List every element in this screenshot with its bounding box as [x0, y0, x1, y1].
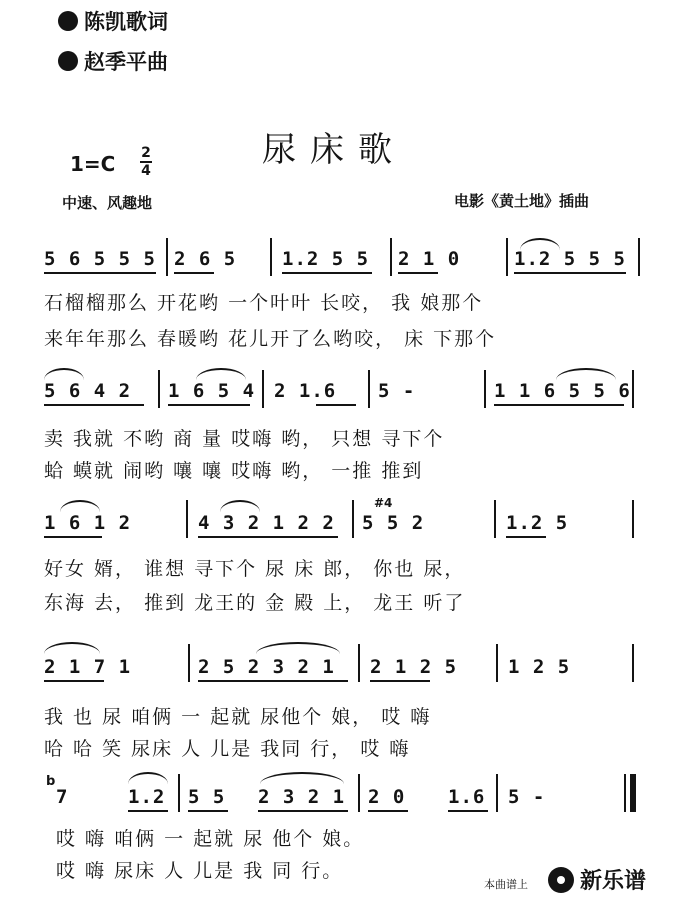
beam	[494, 404, 624, 406]
barline	[352, 500, 354, 538]
measure-5-1: 7	[56, 786, 69, 808]
slur	[128, 772, 168, 784]
measure-2-4: 5 -	[378, 380, 416, 402]
composer-credit	[58, 46, 168, 76]
lyric-4-verse-2: 哈 哈 笑 尿床 人 儿是 我同 行， 哎 嗨	[44, 738, 411, 760]
beam	[506, 536, 546, 538]
measure-1-5: 1.2 5 5 5	[514, 248, 626, 270]
source-note: 电影《黄土地》插曲	[454, 192, 590, 210]
lyric-4-verse-1: 我 也 尿 咱俩 一 起就 尿他个 娘， 哎 嗨	[44, 706, 432, 728]
bullet-icon	[58, 11, 78, 31]
barline	[632, 500, 634, 538]
barline	[632, 644, 634, 682]
grace-note: #4	[374, 496, 393, 510]
slur	[44, 642, 100, 654]
final-barline-thin	[624, 774, 626, 812]
lyric-1-verse-2: 来年年那么 春暖哟 花儿开了么哟咬， 床 下那个	[44, 328, 497, 350]
measure-1-4: 2 1 0	[398, 248, 461, 270]
beam	[448, 810, 488, 812]
time-sig-top: 2	[141, 145, 151, 161]
slur	[60, 500, 100, 512]
measure-3-3: 5 5 2	[362, 512, 425, 534]
beam	[174, 272, 214, 274]
barline	[484, 370, 486, 408]
barline	[368, 370, 370, 408]
measure-5-4: 2 3 2 1	[258, 786, 346, 808]
barline	[506, 238, 508, 276]
measure-5-7: 5 -	[508, 786, 546, 808]
measure-5-2: 1.2	[128, 786, 166, 808]
slur	[256, 642, 340, 654]
slur	[44, 368, 84, 380]
site-logo	[548, 864, 646, 895]
beam	[398, 272, 438, 274]
slur	[196, 368, 246, 380]
lyric-5-verse-1: 哎 嗨 咱俩 一 起就 尿 他个 娘。	[56, 828, 365, 850]
measure-4-1: 2 1 7 1	[44, 656, 132, 678]
measure-2-3: 2 1.6	[274, 380, 337, 402]
measure-1-3: 1.2 5 5	[282, 248, 370, 270]
measure-3-1: 1 6 1 2	[44, 512, 132, 534]
time-sig-bottom: 4	[141, 163, 151, 179]
song-title: 尿床歌	[262, 130, 406, 170]
measure-3-2: 4 3 2 1 2 2	[198, 512, 335, 534]
beam	[316, 404, 356, 406]
beam	[44, 404, 144, 406]
barline	[178, 774, 180, 812]
barline	[496, 644, 498, 682]
bullet-icon	[58, 51, 78, 71]
lyric-1-verse-1: 石榴榴那么 开花哟 一个叶叶 长咬， 我 娘那个	[44, 292, 484, 314]
barline	[390, 238, 392, 276]
composer-text: 赵季平曲	[84, 50, 168, 74]
beam	[44, 680, 104, 682]
key-signature: 1=C	[70, 152, 116, 176]
measure-2-2: 1 6 5 4	[168, 380, 256, 402]
barline	[186, 500, 188, 538]
beam	[258, 810, 348, 812]
beam	[198, 680, 348, 682]
final-barline-thick	[630, 774, 636, 812]
lyric-3-verse-1: 好女 婿， 谁想 寻下个 尿 床 郎， 你也 尿，	[44, 558, 466, 580]
barline	[494, 500, 496, 538]
lyricist-text: 陈凯歌词	[84, 10, 168, 34]
measure-3-4: 1.2 5	[506, 512, 569, 534]
beam	[370, 680, 430, 682]
measure-2-1: 5 6 4 2	[44, 380, 132, 402]
lyricist-credit	[58, 6, 168, 36]
barline	[632, 370, 634, 408]
barline	[188, 644, 190, 682]
barline	[358, 644, 360, 682]
measure-1-2: 2 6 5	[174, 248, 237, 270]
lyric-2-verse-1: 卖 我就 不哟 商 量 哎嗨 哟， 只想 寻下个	[44, 428, 445, 450]
barline	[262, 370, 264, 408]
logo-text: 新乐谱	[580, 869, 647, 894]
beam	[44, 536, 102, 538]
barline	[358, 774, 360, 812]
lyric-3-verse-2: 东海 去， 推到 龙王的 金 殿 上， 龙王 听了	[44, 592, 466, 614]
measure-1-1: 5 6 5 5 5	[44, 248, 156, 270]
beam	[128, 810, 168, 812]
beam	[198, 536, 338, 538]
beam	[282, 272, 372, 274]
tempo-marking: 中速、风趣地	[62, 194, 153, 212]
measure-4-3: 2 1 2 5	[370, 656, 458, 678]
slur	[260, 772, 344, 784]
lyric-5-verse-2: 哎 嗨 尿床 人 儿是 我 同 行。	[56, 860, 344, 882]
barline	[496, 774, 498, 812]
beam	[514, 272, 626, 274]
barline	[158, 370, 160, 408]
barline	[638, 238, 640, 276]
beam	[368, 810, 408, 812]
measure-2-5: 1 1 6 5 5 6	[494, 380, 631, 402]
barline	[270, 238, 272, 276]
lyric-2-verse-2: 蛤 蟆就 闹哟 嚷 嚷 哎嗨 哟， 一推 推到	[44, 460, 424, 482]
measure-5-5: 2 0	[368, 786, 406, 808]
slur	[556, 368, 616, 380]
beam	[168, 404, 250, 406]
upload-note: 本曲谱上	[484, 878, 528, 891]
slur	[520, 238, 560, 250]
measure-5-3: 5 5	[188, 786, 226, 808]
flat-sign: b	[46, 774, 56, 789]
record-disc-icon	[548, 867, 574, 893]
beam	[188, 810, 228, 812]
barline	[166, 238, 168, 276]
beam	[44, 272, 156, 274]
measure-5-6: 1.6	[448, 786, 486, 808]
measure-4-2: 2 5 2 3 2 1	[198, 656, 335, 678]
measure-4-4: 1 2 5	[508, 656, 571, 678]
slur	[220, 500, 260, 512]
